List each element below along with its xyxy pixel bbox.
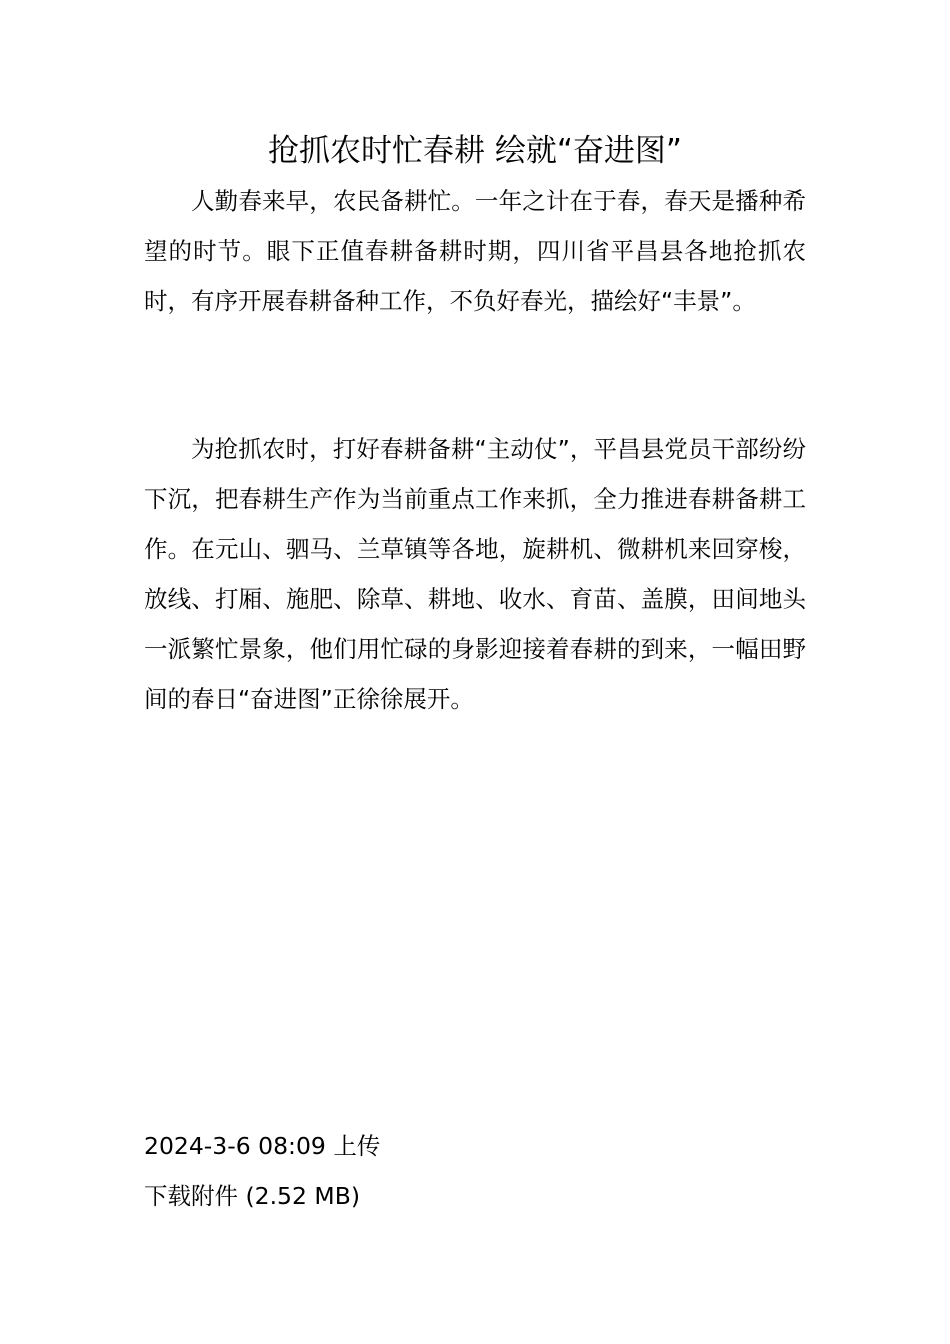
download-attachment-link[interactable]: 下载附件 (2.52 MB): [144, 1182, 360, 1210]
article-paragraph-2: 为抢抓农时，打好春耕备耕“主动仗”，平昌县党员干部纷纷下沉，把春耕生产作为当前重点工作来抓，全力推进春耕备耕工作。在元山、驷马、兰草镇等各地，旋耕机、微耕机来回穿梭，放线、打厢、施肥、除草、耕地、收水、育苗、盖膜，田间地头一派繁忙景象，他们用忙碌的身影迎接着春耕的到来，一幅田野间的春日“奋进图”正徐徐展开。: [144, 435, 806, 713]
article-paragraph-1: 人勤春来早，农民备耕忙。一年之计在于春，春天是播种希望的时节。眼下正值春耕备耕时期，四川省平昌县各地抢抓农时，有序开展春耕备种工作，不负好春光，描绘好“丰景”。: [144, 187, 806, 315]
article-title: 抢抓农时忙春耕 绘就“奋进图”: [268, 133, 682, 169]
upload-timestamp: 2024-3-6 08:09 上传: [144, 1132, 381, 1160]
